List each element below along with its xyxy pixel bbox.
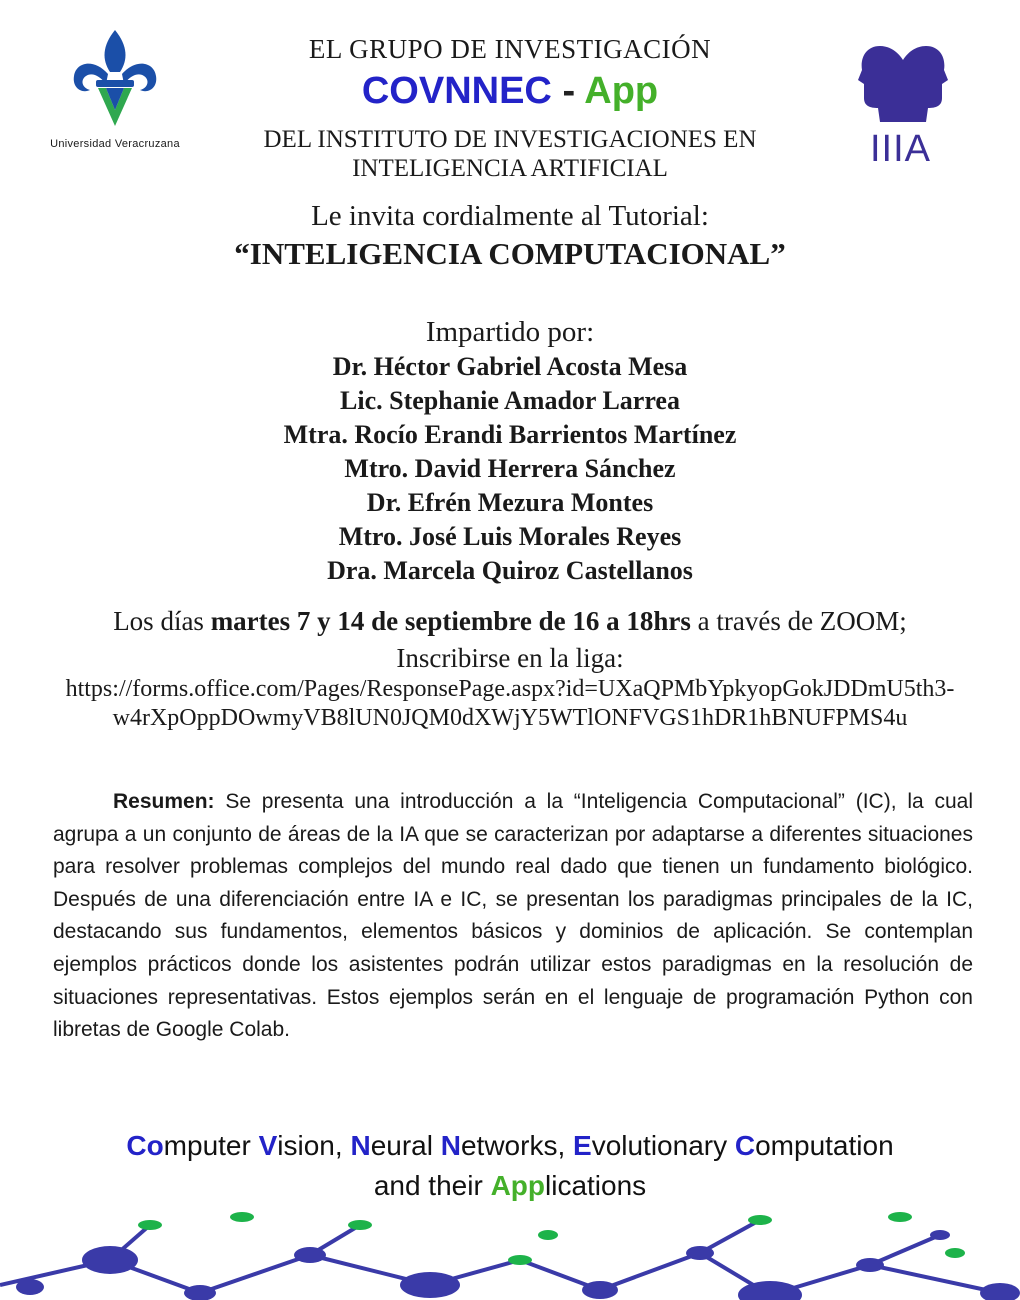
- network-decoration: [0, 1205, 1020, 1300]
- university-name: Universidad Veracruzana: [50, 138, 180, 150]
- tagline-text: lications: [545, 1170, 647, 1201]
- group-name-main: COVNNEC: [361, 70, 552, 112]
- iiia-name: IIIA: [870, 128, 932, 170]
- invitation-intro: Le invita cordialmente al Tutorial:: [311, 200, 709, 232]
- instructor-name: Dr. Héctor Gabriel Acosta Mesa: [332, 352, 688, 381]
- header-line: EL GRUPO DE INVESTIGACIÓN: [308, 34, 712, 64]
- summary-text: Se presenta una introducción a la “Inteligencia Computacional” (IC), la cual agrupa a un conjunto de áreas de la IA que se caracterizan por adaptarse a diferentes situaciones para resolver problemas complejos del mundo real dado que tienen un fundamento biológico. Después de una diferenciación entre IA e IC, se presentan los paradigmas principales de la IC, destacando sus fundamentos, elementos básicos y dominios de aplicación. Se contemplan ejemplos prácticos donde los asistentes podrán utilizar estos paradigmas en la resolución de situaciones representativas. Estos ejemplos serán en el lenguaje de programación Python con libretas de Google Colab.: [53, 790, 973, 1042]
- schedule-suffix: a través de ZOOM;: [690, 606, 907, 636]
- summary-paragraph: [53, 786, 973, 1047]
- instructor-list: [0, 350, 1020, 588]
- tagline-highlight: N: [350, 1130, 371, 1161]
- instructor-name: Dra. Marcela Quiroz Castellanos: [327, 556, 693, 585]
- tagline-text: etworks,: [460, 1130, 573, 1161]
- tagline-highlight: E: [573, 1130, 592, 1161]
- instructor-name: Lic. Stephanie Amador Larrea: [340, 386, 680, 415]
- tagline-text: and their: [373, 1170, 491, 1201]
- tagline-text: omputation: [755, 1130, 894, 1161]
- network-nodes-blue: [16, 1230, 1020, 1300]
- instructor-name: Mtro. José Luis Morales Reyes: [338, 522, 682, 551]
- network-nodes-green: [138, 1212, 965, 1265]
- registration-link-line-1[interactable]: https://forms.office.com/Pages/ResponsePage.aspx?id=UXaQPMbYpkyopGokJDDmU5th3-: [65, 676, 955, 702]
- schedule-dates: martes 7 y 14 de septiembre de 16 a 18hrs: [210, 606, 691, 636]
- schedule-line: [0, 606, 1020, 637]
- group-name-dash: -: [562, 70, 576, 112]
- institute-line-1: DEL INSTITUTO DE INVESTIGACIONES EN: [263, 126, 757, 153]
- instructors-label: Impartido por:: [425, 316, 595, 348]
- tagline-highlight: V: [258, 1130, 278, 1161]
- signup-label: Inscribirse en la liga:: [396, 643, 624, 673]
- footer-tagline-line-1: [0, 1130, 1020, 1162]
- network-links: [0, 1220, 1000, 1295]
- summary-label: Resumen:: [113, 790, 215, 813]
- tagline-highlight: Co: [126, 1130, 164, 1161]
- group-name: [0, 70, 1020, 113]
- tagline-text: eural: [370, 1130, 441, 1161]
- institute-line-2: INTELIGENCIA ARTIFICIAL: [352, 155, 668, 182]
- tagline-highlight: C: [734, 1130, 756, 1161]
- schedule-prefix: Los días: [113, 606, 211, 636]
- instructor-name: Mtro. David Herrera Sánchez: [344, 454, 676, 483]
- group-name-suffix: App: [584, 70, 659, 112]
- footer-tagline-line-2: [0, 1170, 1020, 1202]
- instructor-name: Dr. Efrén Mezura Montes: [366, 488, 654, 517]
- registration-link-line-2[interactable]: w4rXpOppDOwmyVB8lUN0JQM0dXWjY5WTlONFVGS1hDR1hBNUFPMS4u: [112, 705, 908, 731]
- tagline-text: volutionary: [591, 1130, 735, 1161]
- instructor-name: Mtra. Rocío Erandi Barrientos Martínez: [283, 420, 737, 449]
- tutorial-title: “INTELIGENCIA COMPUTACIONAL”: [234, 236, 786, 271]
- tagline-highlight: App: [490, 1170, 545, 1201]
- tagline-text: ision,: [277, 1130, 351, 1161]
- tagline-highlight: N: [440, 1130, 461, 1161]
- tagline-text: mputer: [163, 1130, 259, 1161]
